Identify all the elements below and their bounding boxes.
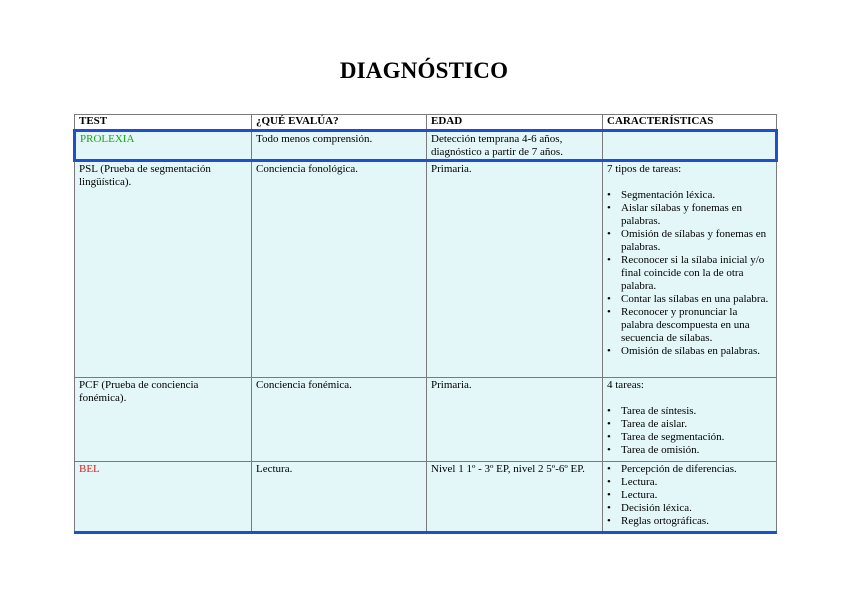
cell-caracteristicas — [603, 161, 777, 378]
test-name: BEL — [79, 463, 100, 475]
caracteristicas-intro: 4 tareas: — [607, 379, 644, 391]
cell-test — [75, 131, 252, 161]
list-item: • Tarea de síntesis. — [607, 405, 772, 418]
cell-evalua: Conciencia fonémica. — [252, 378, 427, 462]
table-row-pcf — [75, 378, 777, 462]
cell-test: PCF (Prueba de conciencia fonémica). — [75, 378, 252, 462]
header-caracteristicas: CARACTERÍSTICAS — [603, 115, 777, 131]
cell-caracteristicas — [603, 462, 777, 533]
cell-edad: Primaria. — [427, 378, 603, 462]
list-item: • Segmentación léxica. — [607, 189, 772, 202]
cell-caracteristicas — [603, 131, 777, 161]
caracteristicas-list — [607, 405, 772, 457]
list-item: • Reglas ortográficas. — [607, 515, 772, 528]
table-row-prolexia — [75, 131, 777, 161]
cell-evalua: Lectura. — [252, 462, 427, 533]
list-item: • Reconocer si la sílaba inicial y/o final coincide con la de otra palabra. — [607, 254, 772, 293]
caracteristicas-intro: 7 tipos de tareas: — [607, 163, 682, 175]
list-item: • Omisión de sílabas en palabras. — [607, 345, 772, 358]
table-header-row — [75, 115, 777, 131]
cell-caracteristicas — [603, 378, 777, 462]
list-item: • Lectura. — [607, 489, 772, 502]
list-item: • Aislar sílabas y fonemas en palabras. — [607, 202, 772, 228]
list-item: • Tarea de segmentación. — [607, 431, 772, 444]
cell-edad: Nivel 1 1º - 3º EP, nivel 2 5º-6º EP. — [427, 462, 603, 533]
list-item: • Reconocer y pronunciar la palabra descompuesta en una secuencia de sílabas. — [607, 306, 772, 345]
list-item: • Decisión léxica. — [607, 502, 772, 515]
list-item: • Contar las sílabas en una palabra. — [607, 293, 772, 306]
caracteristicas-list — [607, 189, 772, 358]
header-edad: EDAD — [427, 115, 603, 131]
table-row-bel — [75, 462, 777, 533]
list-item: • Tarea de omisión. — [607, 444, 772, 457]
cell-evalua: Todo menos comprensión. — [252, 131, 427, 161]
table-row-psl — [75, 161, 777, 378]
header-test: TEST — [75, 115, 252, 131]
diagnostic-table — [73, 114, 778, 534]
test-name: PROLEXIA — [80, 133, 135, 145]
cell-test — [75, 462, 252, 533]
list-item: • Omisión de sílabas y fonemas en palabras. — [607, 228, 772, 254]
cell-evalua: Conciencia fonológica. — [252, 161, 427, 378]
cell-edad: Detección temprana 4-6 años, diagnóstico a partir de 7 años. — [427, 131, 603, 161]
list-item: • Percepción de diferencias. — [607, 463, 772, 476]
cell-test: PSL (Prueba de segmentación lingüística). — [75, 161, 252, 378]
caracteristicas-list — [607, 463, 772, 528]
list-item: • Tarea de aislar. — [607, 418, 772, 431]
header-evalua: ¿QUÉ EVALÚA? — [252, 115, 427, 131]
list-item: • Lectura. — [607, 476, 772, 489]
cell-edad: Primaria. — [427, 161, 603, 378]
page-title: DIAGNÓSTICO — [339, 58, 509, 83]
